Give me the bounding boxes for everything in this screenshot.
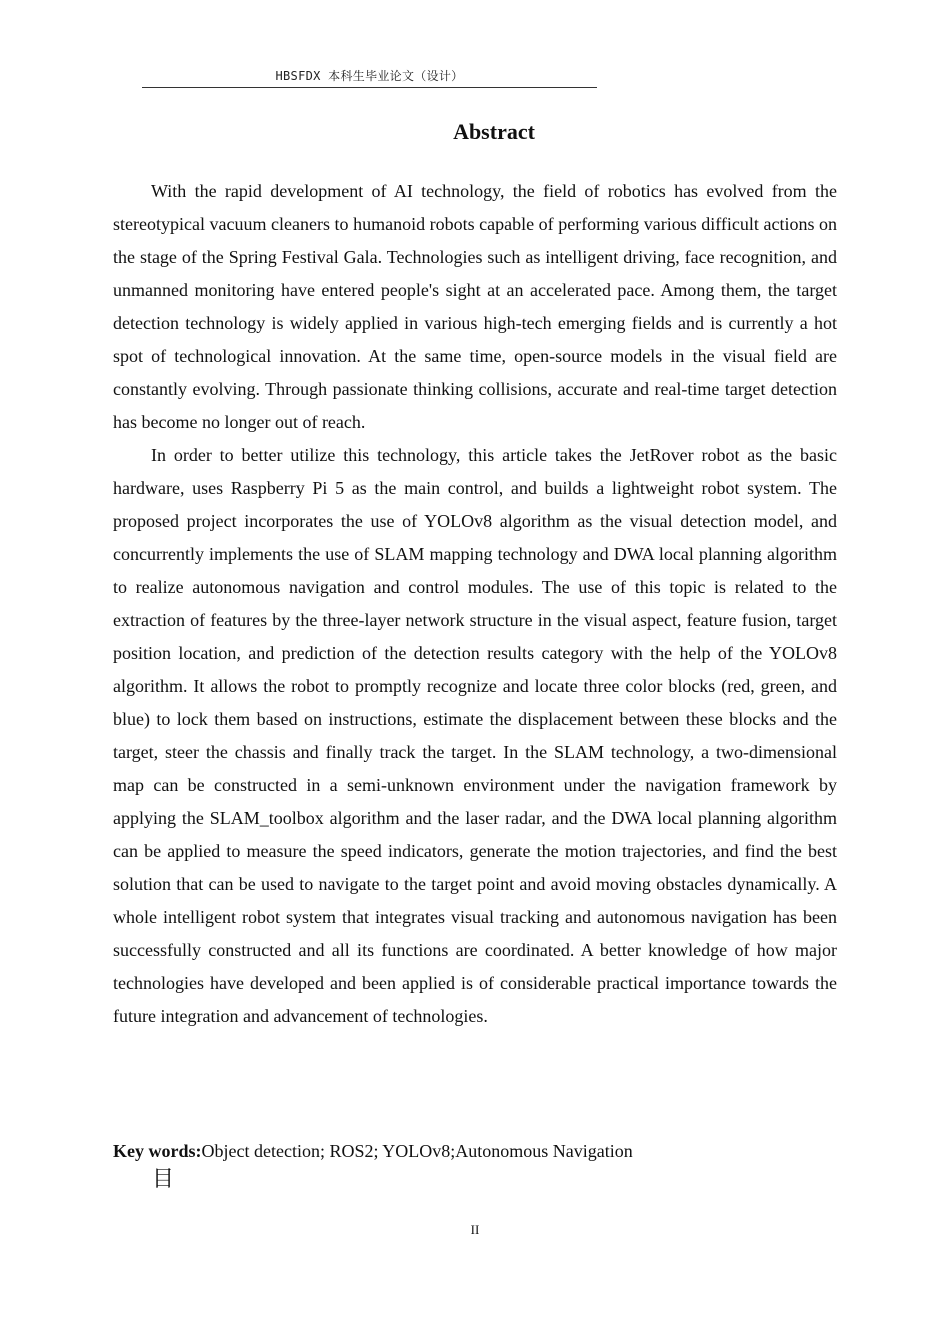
- keywords-value: Object detection; ROS2; YOLOv8;Autonomous Navigation: [201, 1141, 633, 1161]
- running-header: HBSFDX 本科生毕业论文（设计）: [142, 67, 597, 88]
- abstract-body: [113, 175, 837, 1033]
- abstract-paragraph-1: With the rapid development of AI technology, the field of robotics has evolved from the stereotypical vacuum cleaners to humanoid robots capable of performing various difficult actions on the stage of the Spring Festival Gala. Technologies such as intelligent driving, face recognition, and unmanned monitoring have entered people's sight at an accelerated pace. Among them, the target detection technology is widely applied in various high-tech emerging fields and is currently a hot spot of technological innovation. At the same time, open-source models in the visual field are constantly evolving. Through passionate thinking collisions, accurate and real-time target detection has become no longer out of reach.: [113, 181, 837, 432]
- abstract-paragraph-2: In order to better utilize this technology, this article takes the JetRover robot as the basic hardware, uses Raspberry Pi 5 as the main control, and builds a lightweight robot system. The proposed project incorporates the use of YOLOv8 algorithm as the visual detection model, and concurrently implements the use of SLAM mapping technology and DWA local planning algorithm to realize autonomous navigation and control modules. The use of this topic is related to the extraction of features by the three-layer network structure in the visual aspect, feature fusion, target position location, and prediction of the detection results category with the help of the YOLOv8 algorithm. It allows the robot to promptly recognize and locate three color blocks (red, green, and blue) to lock them based on instructions, estimate the displacement between these blocks and the target, steer the chassis and finally track the target. In the SLAM technology, a two-dimensional map can be constructed in a semi-unknown environment under the navigation framework by applying the SLAM_toolbox algorithm and the laser radar, and the DWA local planning algorithm can be applied to measure the speed indicators, generate the motion trajectories, and find the best solution that can be used to navigate to the target point and avoid moving obstacles dynamically. A whole intelligent robot system that integrates visual tracking and autonomous navigation has been successfully constructed and all its functions are coordinated. A better knowledge of how major technologies have developed and been applied is of considerable practical importance towards the future integration and advancement of technologies.: [113, 445, 837, 1026]
- page-number: II: [470, 1222, 480, 1237]
- keywords-line: [113, 1136, 633, 1166]
- stray-character: 目: [152, 1167, 175, 1192]
- abstract-title: Abstract: [453, 119, 535, 144]
- keywords-label: Key words:: [113, 1141, 202, 1161]
